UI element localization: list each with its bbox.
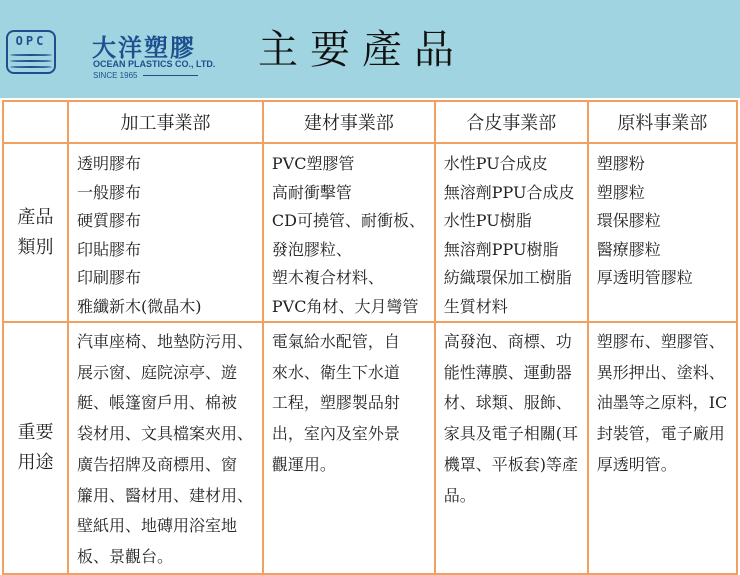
divider — [143, 75, 198, 76]
cell-line: 塑膠粉 — [596, 154, 645, 173]
page-title: 主要產品 — [258, 27, 466, 73]
cell-line: 工程，塑膠製品射 — [271, 393, 400, 413]
table-header-row — [3, 101, 737, 143]
cell-line: PVC角材、大月彎管 — [271, 296, 419, 316]
cell-line: 環保膠粒 — [596, 211, 661, 230]
cell-line: 袋材用、文具檔案夾用、 — [77, 424, 254, 444]
column-header: 建材事業部 — [263, 101, 435, 143]
since-text: SINCE 1965 — [93, 71, 138, 80]
table-row — [3, 143, 737, 322]
row-label-text: 類別 — [17, 236, 54, 258]
row-label — [3, 322, 68, 574]
cell-line: 廣告招牌及商標用、窗 — [77, 454, 238, 474]
table-row — [3, 322, 737, 574]
cell-line: 展示窗、庭院涼亭、遊 — [77, 362, 238, 382]
row-label — [3, 143, 68, 322]
cell-line: 塑木複合材料、 — [271, 268, 384, 287]
column-header: 合皮事業部 — [435, 101, 588, 143]
table-cell — [435, 322, 588, 574]
cell-line: 印貼膠布 — [77, 239, 142, 259]
cell-line: 材、球類、服飾、 — [443, 393, 572, 413]
table-cell — [263, 322, 435, 574]
cell-line: 油墨等之原料，IC — [596, 393, 728, 413]
cell-line: 電氣給水配管，自 — [271, 332, 400, 351]
cell-line: 品。 — [443, 485, 476, 505]
logo-abbr: OPC — [15, 34, 47, 48]
column-header: 原料事業部 — [588, 101, 737, 143]
cell-line: 醫療膠粒 — [596, 239, 661, 259]
header-banner — [0, 0, 740, 98]
table-cell — [588, 322, 737, 574]
cell-line: 觀運用。 — [271, 454, 336, 474]
cell-line: 艇、帳篷窗戶用、棉被 — [77, 393, 238, 413]
cell-line: 印刷膠布 — [77, 268, 142, 287]
company-name-en: OCEAN PLASTICS CO., LTD. — [93, 59, 216, 69]
row-label-text: 用途 — [17, 451, 54, 473]
cell-line: 高發泡、商標、功 — [443, 332, 572, 351]
cell-line: 紡織環保加工樹脂 — [443, 268, 572, 287]
cell-line: PVC塑膠管 — [271, 154, 355, 173]
cell-line: 封裝管，電子廠用 — [596, 424, 725, 444]
cell-line: 發泡膠粒、 — [271, 239, 352, 259]
cell-line: 來水、衛生下水道 — [271, 362, 400, 382]
cell-line: 出，室內及室外景 — [271, 424, 400, 444]
cell-line: 水性PU樹脂 — [443, 211, 532, 230]
cell-line: CD可撓管、耐衝板、 — [271, 211, 425, 230]
cell-line: 塑膠布、塑膠管、 — [596, 332, 725, 351]
cell-line: 簾用、醫材用、建材用、 — [77, 485, 254, 505]
cell-line: 透明膠布 — [77, 154, 142, 173]
cell-line: 無溶劑PPU樹脂 — [443, 239, 559, 259]
table-cell — [68, 322, 263, 574]
cell-line: 汽車座椅、地墊防污用、 — [77, 332, 254, 351]
cell-line: 高耐衝擊管 — [271, 182, 352, 202]
cell-line: 壁紙用、地磚用浴室地 — [77, 516, 238, 536]
cell-line: 塑膠粒 — [596, 182, 645, 202]
cell-line: 一般膠布 — [77, 182, 142, 202]
row-label-text: 重要 — [17, 421, 54, 443]
opc-logo-icon — [6, 30, 56, 74]
cell-line: 家具及電子相關(耳 — [443, 424, 579, 444]
cell-line: 異形押出、塗料、 — [596, 362, 725, 382]
cell-line: 厚透明管膠粒 — [596, 268, 693, 287]
table-cell — [435, 143, 588, 322]
cell-line: 雅纖新木(微晶木) — [77, 296, 202, 316]
company-name-cn: 大洋塑膠 — [92, 34, 196, 62]
products-table — [2, 100, 738, 575]
cell-line: 板、景觀台。 — [77, 546, 174, 566]
cell-line: 無溶劑PPU合成皮 — [443, 182, 575, 202]
cell-line: 生質材料 — [443, 296, 508, 316]
table-cell — [68, 143, 263, 322]
row-label-text: 產品 — [17, 206, 54, 228]
column-header: 加工事業部 — [68, 101, 263, 143]
cell-line: 水性PU合成皮 — [443, 154, 548, 173]
cell-line: 厚透明管。 — [596, 454, 677, 474]
cell-line: 能性薄膜、運動器 — [443, 362, 572, 382]
table-cell — [588, 143, 737, 322]
table-cell — [263, 143, 435, 322]
corner-cell — [3, 101, 68, 143]
cell-line: 硬質膠布 — [77, 211, 142, 230]
cell-line: 機罩、平板套)等產 — [443, 454, 579, 474]
